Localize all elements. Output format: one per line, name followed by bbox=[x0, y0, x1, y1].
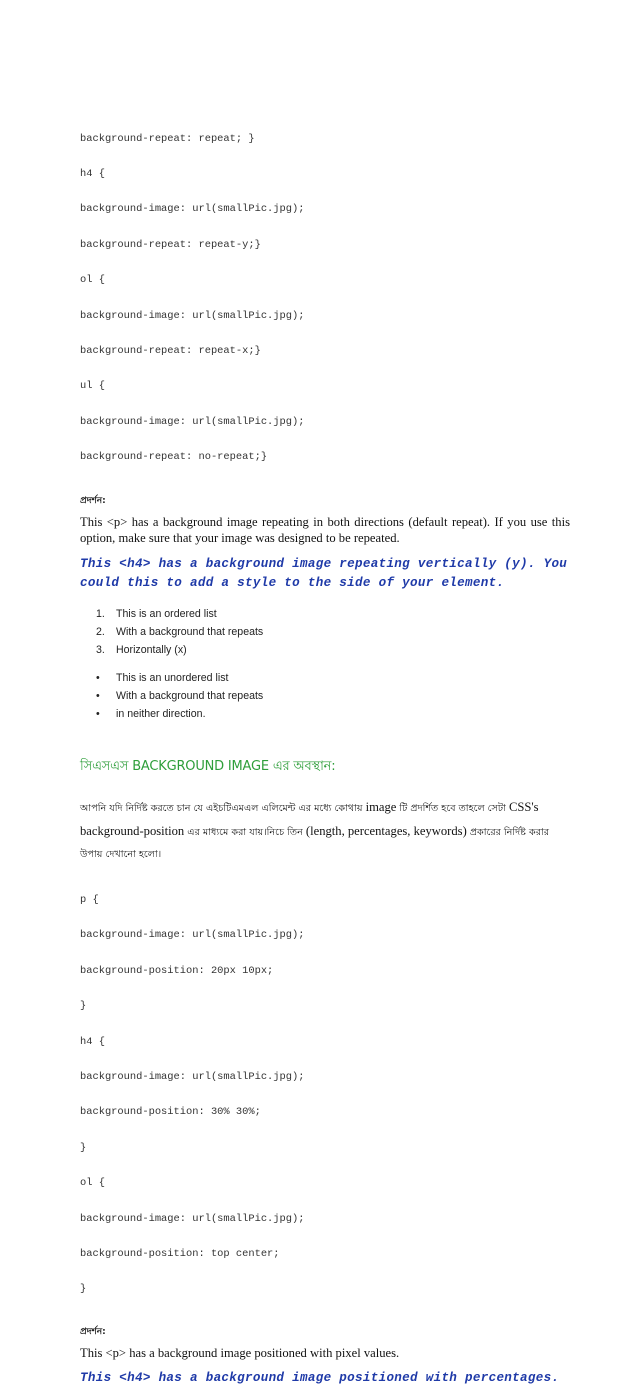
paragraph-p-position: This <p> has a background image positioned with pixel values. bbox=[80, 1345, 400, 1360]
list-item bbox=[80, 669, 570, 687]
h4-repeat-vertical: This <h4> has a background image repeating vertically (y). You could this to add a style to the side of your element. bbox=[80, 556, 568, 590]
list-item-text: Horizontally (x) bbox=[116, 643, 187, 656]
list-item-text: in neither direction. bbox=[116, 707, 206, 720]
code-line: background-image: url(smallPic.jpg); bbox=[80, 415, 305, 428]
code-line: background-repeat: repeat-x;} bbox=[80, 344, 261, 357]
code-line: } bbox=[80, 1000, 87, 1013]
list-item bbox=[80, 623, 570, 641]
demo-label: প্রদর্শন: bbox=[80, 1326, 106, 1337]
list-number: 3. bbox=[96, 643, 105, 656]
list-item-text: With a background that repeats bbox=[116, 689, 264, 702]
code-line: background-image: url(smallPic.jpg); bbox=[80, 1071, 305, 1084]
unordered-list bbox=[80, 669, 570, 723]
list-number: 1. bbox=[96, 607, 105, 620]
code-line: background-repeat: repeat; } bbox=[80, 132, 255, 145]
bangla-text: আপনি যদি নির্দিষ্ট করতে চান যে এইচটিএমএল এলিমেন্ট এর মধ্যে কোথায় bbox=[80, 802, 366, 814]
code-block-2 bbox=[80, 872, 570, 1320]
code-line: background-image: url(smallPic.jpg); bbox=[80, 929, 305, 942]
code-line: background-position: 20px 10px; bbox=[80, 964, 274, 977]
bullet-icon: • bbox=[96, 671, 100, 684]
h4-position-percent: This <h4> has a background image positioned with percentages. bbox=[80, 1371, 560, 1386]
paragraph-p-repeat: This <p> has a background image repeating in both directions (default repeat). If you use this option, make sure that your image was designed to be repeated. bbox=[80, 514, 570, 545]
code-line: background-position: 30% 30%; bbox=[80, 1106, 261, 1119]
code-line: ol { bbox=[80, 274, 105, 287]
ordered-list bbox=[80, 605, 570, 659]
code-line: background-position: top center; bbox=[80, 1248, 280, 1260]
list-item-text: This is an ordered list bbox=[116, 607, 217, 620]
code-line: background-repeat: repeat-y;} bbox=[80, 238, 261, 251]
list-item-text: This is an unordered list bbox=[116, 671, 229, 684]
list-item bbox=[80, 641, 570, 659]
list-item bbox=[80, 605, 570, 623]
code-line: background-image: url(smallPic.jpg); bbox=[80, 309, 305, 322]
section-heading: সিএসএস BACKGROUND IMAGE এর অবস্থান: bbox=[80, 758, 336, 774]
code-line: p { bbox=[80, 894, 99, 907]
bullet-icon: • bbox=[96, 689, 100, 702]
code-line: background-repeat: no-repeat;} bbox=[80, 451, 268, 464]
list-item-text: With a background that repeats bbox=[116, 625, 264, 638]
code-line: background-image: url(smallPic.jpg); bbox=[80, 1212, 305, 1225]
code-line: } bbox=[80, 1283, 87, 1296]
english-term: (length, percentages, keywords) bbox=[305, 823, 467, 838]
english-term: CSS's background-position bbox=[80, 799, 539, 838]
code-line: ol { bbox=[80, 1177, 105, 1190]
list-item bbox=[80, 687, 570, 705]
bangla-text: টি প্রদর্শিত হবে তাহলে সেটা bbox=[396, 802, 509, 814]
demo-label: প্রদর্শন: bbox=[80, 495, 106, 506]
bullet-icon: • bbox=[96, 707, 100, 720]
code-line: } bbox=[80, 1141, 87, 1154]
list-number: 2. bbox=[96, 625, 105, 638]
bangla-text: প্রকারের নির্দিষ্ট করার উপায় দেখানো হলো। bbox=[80, 826, 550, 860]
document-page bbox=[80, 110, 570, 1388]
english-term: image bbox=[365, 799, 397, 814]
code-block-1 bbox=[80, 110, 570, 488]
code-line: background-image: url(smallPic.jpg); bbox=[80, 203, 305, 216]
bangla-paragraph bbox=[80, 796, 570, 866]
bangla-text: এর মাধ্যমে করা যায়।নিচে তিন bbox=[184, 826, 306, 838]
code-line: h4 { bbox=[80, 167, 105, 180]
list-item bbox=[80, 705, 570, 723]
code-line: h4 { bbox=[80, 1035, 105, 1048]
code-line: ul { bbox=[80, 380, 105, 393]
